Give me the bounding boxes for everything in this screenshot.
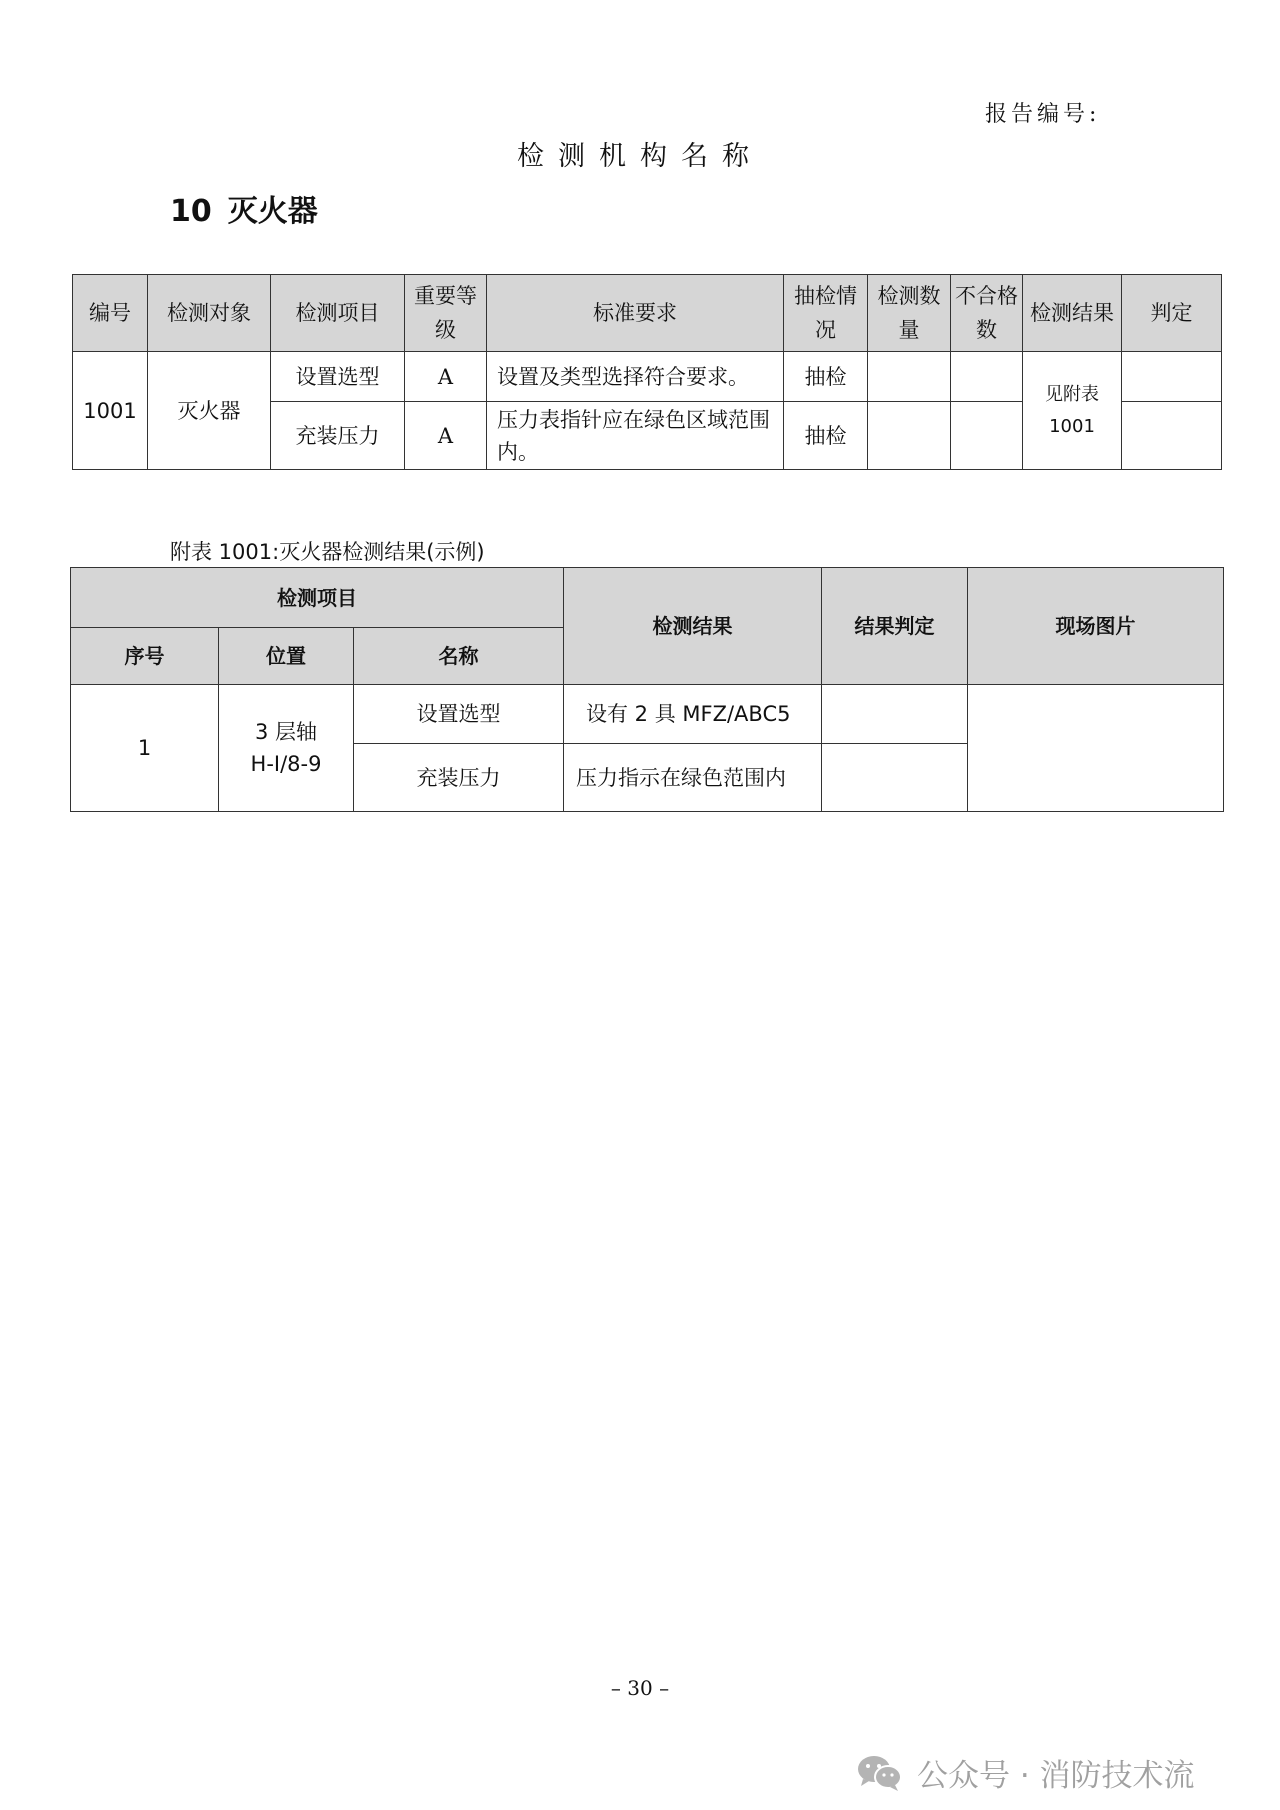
result-text: 压力指示在绿色范围内	[564, 744, 822, 812]
sampling-status: 抽检	[784, 352, 868, 402]
site-photo	[968, 685, 1224, 812]
judgement	[822, 685, 968, 744]
importance-level: A	[405, 352, 487, 402]
inspection-count	[868, 352, 951, 402]
page-number: – 30 –	[610, 1676, 670, 1700]
section-title	[170, 186, 318, 230]
annex-table	[70, 567, 1224, 812]
result-text: 设有 2 具 MFZ/ABC5	[564, 685, 822, 744]
organization-name: 检测机构名称	[517, 141, 763, 172]
standard-requirement: 压力表指针应在绿色区域范围内。	[487, 402, 784, 470]
inspection-table	[72, 274, 1222, 470]
inspection-object: 灭火器	[148, 352, 271, 470]
nonconforming-count	[951, 402, 1023, 470]
header-cell	[148, 275, 271, 352]
header-cell: 检测结果	[564, 568, 822, 685]
header-cell: 检测项目	[71, 568, 564, 628]
header-cell: 不合格数	[951, 275, 1023, 352]
sequence-number: 1	[71, 685, 219, 812]
report-number-label: 报告编号:	[985, 102, 1101, 127]
watermark-text: 公众号 · 消防技术流	[917, 1758, 1195, 1794]
header-cell: 编号	[73, 275, 148, 352]
table-row	[73, 352, 1222, 402]
inspection-count	[868, 402, 951, 470]
header-cell: 判定	[1122, 275, 1222, 352]
annex-caption: 附表 1001:灭火器检测结果(示例)	[170, 540, 485, 564]
section-number: 10	[170, 194, 212, 229]
standard-requirement: 设置及类型选择符合要求。	[487, 352, 784, 402]
section-name: 灭火器	[227, 194, 318, 229]
inspection-item: 充装压力	[271, 402, 405, 470]
header-cell: 位置	[219, 628, 354, 685]
header-cell: 名称	[354, 628, 564, 685]
item-name: 设置选型	[354, 685, 564, 744]
inspection-result: 见附表 1001	[1023, 352, 1122, 470]
header-cell: 检测结果	[1023, 275, 1122, 352]
table-row	[71, 685, 1224, 744]
item-id: 1001	[73, 352, 148, 470]
header-cell: 序号	[71, 628, 219, 685]
inspection-item: 设置选型	[271, 352, 405, 402]
watermark	[855, 1750, 1195, 1795]
header-cell: 检测项目	[271, 275, 405, 352]
sampling-status: 抽检	[784, 402, 868, 470]
item-name: 充装压力	[354, 744, 564, 812]
verdict	[1122, 402, 1222, 470]
nonconforming-count	[951, 352, 1023, 402]
header-cell: 检测数量	[868, 275, 951, 352]
header-cell: 重要等级	[405, 275, 487, 352]
header-cell: 结果判定	[822, 568, 968, 685]
header-cell: 抽检情况	[784, 275, 868, 352]
wechat-icon	[855, 1753, 905, 1793]
importance-level: A	[405, 402, 487, 470]
judgement	[822, 744, 968, 812]
header-cell: 现场图片	[968, 568, 1224, 685]
annex-header-row	[71, 568, 1224, 628]
location: 3 层轴 H-I/8-9	[219, 685, 354, 812]
header-text: 检测对象	[167, 301, 251, 325]
verdict	[1122, 352, 1222, 402]
table-header-row	[73, 275, 1222, 352]
header-cell: 标准要求	[487, 275, 784, 352]
